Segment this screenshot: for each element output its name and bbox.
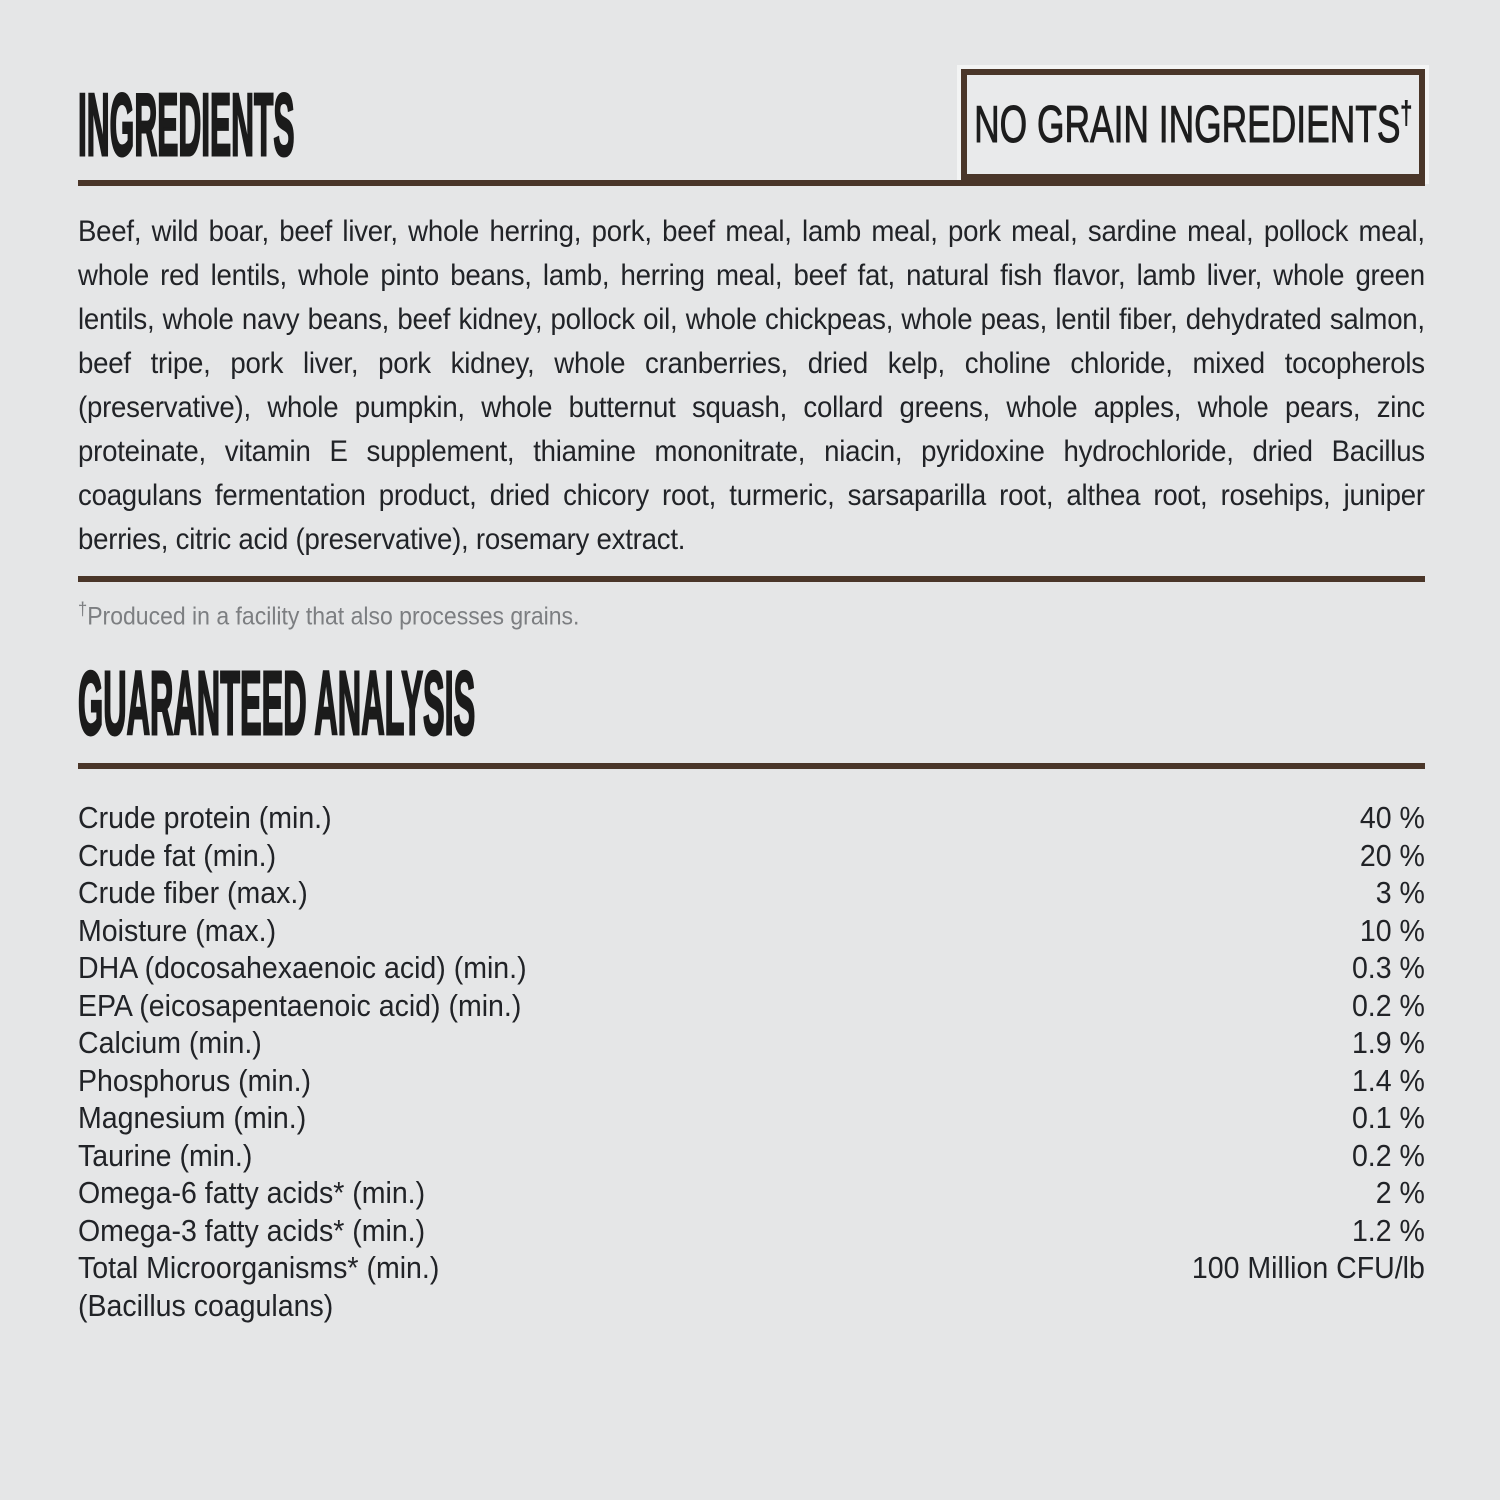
table-row — [78, 987, 1425, 1025]
row-value: 0.2 % — [1351, 1137, 1425, 1173]
ingredients-list: Beef, wild boar, beef liver, whole herring, pork, beef meal, lamb meal, pork meal, sardine meal, pollock meal, whole red lentils, whole pinto beans, lamb, herring meal, beef fat, natural fish flavor, lamb liver, whole green lentils, whole navy beans, beef kidney, pollock oil, whole chickpeas, whole peas, lentil fiber, dehydrated salmon, beef tripe, pork liver, pork kidney, whole cranberries, dried kelp, choline chloride, mixed tocopherols (preservative), whole pumpkin, whole butternut squash, collard greens, whole apples, whole pears, zinc proteinate, vitamin E supplement, thiamine mononitrate, niacin, pyridoxine hydrochloride, dried Bacillus coagulans fermentation product, dried chicory root, turmeric, sarsaparilla root, althea root, rosehips, juniper berries, citric acid (preservative), rosemary extract. — [78, 215, 1425, 556]
table-row — [78, 1174, 1425, 1212]
row-value: 0.3 % — [1351, 950, 1425, 986]
row-label: Moisture (max.) — [78, 912, 277, 948]
row-label: Crude fat (min.) — [78, 837, 277, 873]
table-row — [78, 1099, 1425, 1137]
table-row — [78, 799, 1425, 837]
row-label: Total Microorganisms* (min.) — [78, 1250, 440, 1286]
guaranteed-analysis-table — [78, 799, 1425, 1324]
row-value: 1.9 % — [1351, 1025, 1425, 1061]
row-value: 10 % — [1359, 912, 1425, 948]
row-label: Crude protein (min.) — [78, 800, 332, 836]
footnote-divider — [78, 576, 1425, 582]
table-row — [78, 1137, 1425, 1175]
row-label: DHA (docosahexaenoic acid) (min.) — [78, 950, 527, 986]
grain-footnote — [78, 594, 1425, 631]
row-label: Crude fiber (max.) — [78, 875, 308, 911]
table-row — [78, 837, 1425, 875]
row-value: 3 % — [1375, 875, 1425, 911]
row-value: 40 % — [1359, 800, 1425, 836]
row-label: Omega-6 fatty acids* (min.) — [78, 1175, 426, 1211]
table-row — [78, 1024, 1425, 1062]
row-label: EPA (eicosapentaenoic acid) (min.) — [78, 987, 522, 1023]
table-row — [78, 1249, 1425, 1287]
row-value: 20 % — [1359, 837, 1425, 873]
ingredients-divider — [78, 180, 1425, 186]
table-row — [78, 949, 1425, 987]
footnote-dagger: † — [78, 599, 88, 619]
table-row — [78, 1212, 1425, 1250]
no-grain-badge-dagger: † — [1400, 95, 1413, 131]
row-label: (Bacillus coagulans) — [78, 1287, 334, 1323]
row-value: 100 Million CFU/lb — [1191, 1250, 1425, 1286]
guaranteed-analysis-title: GUARANTEED ANALYSIS — [78, 654, 476, 755]
table-row — [78, 912, 1425, 950]
row-label: Taurine (min.) — [78, 1137, 253, 1173]
row-label: Calcium (min.) — [78, 1025, 262, 1061]
row-value: 2 % — [1375, 1175, 1425, 1211]
row-label: Phosphorus (min.) — [78, 1062, 312, 1098]
table-row — [78, 1062, 1425, 1100]
footnote-text: Produced in a facility that also processes grains. — [87, 602, 580, 631]
row-label: Omega-3 fatty acids* (min.) — [78, 1212, 426, 1248]
label-content — [78, 0, 1425, 1324]
row-label: Magnesium (min.) — [78, 1100, 307, 1136]
row-value: 0.1 % — [1351, 1100, 1425, 1136]
analysis-divider — [78, 763, 1425, 769]
row-value: 0.2 % — [1351, 987, 1425, 1023]
row-value: 1.4 % — [1351, 1062, 1425, 1098]
table-row — [78, 1287, 1425, 1325]
table-row — [78, 874, 1425, 912]
no-grain-badge-label: NO GRAIN INGREDIENTS — [973, 95, 1401, 154]
row-value: 1.2 % — [1351, 1212, 1425, 1248]
ingredients-title: INGREDIENTS — [78, 75, 295, 174]
